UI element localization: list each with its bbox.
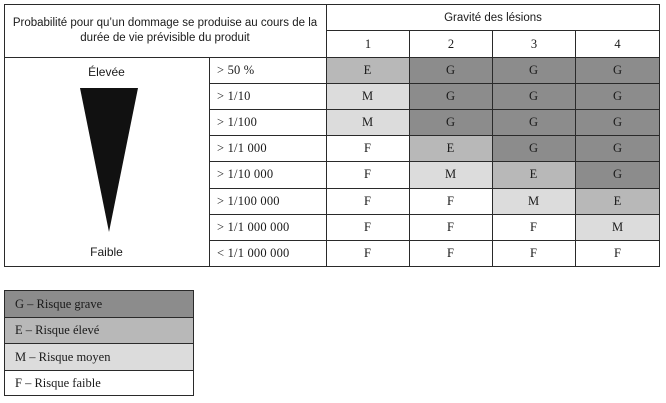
- table-border-left: [4, 4, 5, 267]
- risk-cell: M: [326, 83, 409, 109]
- risk-cell: F: [326, 240, 409, 266]
- risk-cell: G: [575, 57, 660, 83]
- risk-cell: G: [575, 161, 660, 188]
- row-divider: [209, 214, 660, 215]
- risk-cell: E: [409, 135, 492, 161]
- risk-cell: F: [409, 240, 492, 266]
- risk-cell: G: [492, 83, 575, 109]
- risk-cell: G: [492, 109, 575, 135]
- row-divider: [209, 135, 660, 136]
- risk-cell: M: [409, 161, 492, 188]
- severity-level-2: 2: [447, 36, 455, 51]
- row-divider: [209, 240, 660, 241]
- severity-level-3: 3: [530, 36, 538, 51]
- risk-cell: F: [326, 135, 409, 161]
- probability-value: < 1/1 000 000: [217, 245, 290, 260]
- risk-cell: F: [326, 161, 409, 188]
- severity-column-divider: [409, 30, 410, 266]
- risk-cell: F: [492, 214, 575, 240]
- risk-cell: M: [575, 214, 660, 240]
- probability-value: > 1/100: [217, 114, 258, 129]
- severity-header: Gravité des lésions: [444, 11, 542, 24]
- risk-cell: E: [492, 161, 575, 188]
- table-border-bottom: [4, 266, 660, 267]
- risk-cell: M: [326, 109, 409, 135]
- severity-column-divider: [492, 30, 493, 266]
- legend-item: M – Risque moyen: [4, 343, 194, 370]
- probability-header: Probabilité pour qu’un dommage se produise au cours de la durée de vie prévisible du produit: [12, 17, 318, 44]
- risk-cell: G: [409, 83, 492, 109]
- table-border-top: [4, 4, 660, 5]
- risk-cell: G: [575, 109, 660, 135]
- probability-value: > 1/1 000: [217, 140, 267, 155]
- risk-cell: F: [409, 188, 492, 214]
- row-divider: [209, 109, 660, 110]
- severity-column-divider: [575, 30, 576, 266]
- risk-cell: G: [575, 83, 660, 109]
- risk-cell: G: [409, 57, 492, 83]
- risk-cell: G: [575, 135, 660, 161]
- severity-level-4: 4: [614, 36, 621, 51]
- probability-value: > 1/10: [217, 88, 251, 103]
- probability-value: > 1/10 000: [217, 167, 274, 181]
- risk-cell: F: [326, 188, 409, 214]
- row-divider: [209, 188, 660, 189]
- risk-cell: E: [575, 188, 660, 214]
- legend-item: F – Risque faible: [4, 370, 194, 396]
- legend-item: E – Risque élevé: [4, 317, 194, 343]
- probability-value: > 1/1 000 000: [217, 219, 290, 234]
- row-divider: [209, 161, 660, 162]
- risk-cell: G: [492, 135, 575, 161]
- probability-value: > 50 %: [217, 62, 255, 77]
- risk-cell: F: [409, 214, 492, 240]
- severity-level-1: 1: [364, 36, 372, 51]
- risk-cell: E: [326, 57, 409, 83]
- legend-item: G – Risque grave: [4, 290, 194, 317]
- probability-low-label: Faible: [90, 245, 123, 259]
- risk-cell: F: [326, 214, 409, 240]
- risk-cell: G: [409, 109, 492, 135]
- probability-value: > 1/100 000: [217, 193, 280, 208]
- risk-cell: F: [492, 240, 575, 266]
- severity-header-divider: [326, 30, 660, 31]
- risk-cell: M: [492, 188, 575, 214]
- risk-cell: G: [492, 57, 575, 83]
- probability-high-label: Élevée: [88, 65, 125, 79]
- risk-cell: F: [575, 240, 660, 266]
- header-bottom-divider: [4, 57, 660, 58]
- row-divider: [209, 83, 660, 84]
